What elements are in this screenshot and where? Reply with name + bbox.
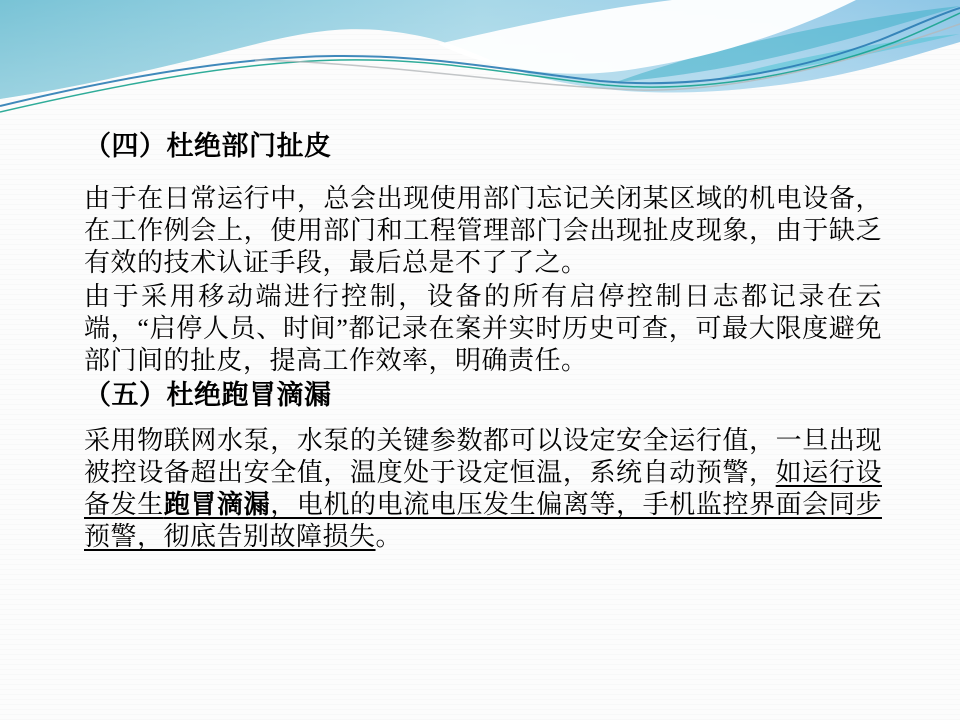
para3-segment-bold-keyword: 跑冒滴漏 — [163, 490, 271, 519]
section-heading-4: （四）杜绝部门扯皮 — [84, 131, 332, 161]
para3-segment-underline-start: 如运行设备发生 — [84, 458, 882, 519]
slide-body — [84, 0, 882, 553]
paragraph-mobile-control-log: 由于采用移动端进行控制，设备的所有启停控制日志都记录在云端，“启停人员、时间”都记录在案并实时历史可查，可最大限度避免部门间的扯皮，提高工作效率，明确责任。 — [84, 282, 882, 375]
para3-segment-underline-rest: ，电机的电流电压发生偏离等，手机监控界面会同步预警，彻底告别故障损失 — [84, 490, 882, 551]
paragraph-iot-pump — [84, 425, 882, 553]
para3-segment-period: 。 — [375, 522, 403, 551]
section-heading-5: （五）杜绝跑冒滴漏 — [84, 380, 332, 410]
para3-segment-regular: 采用物联网水泵，水泵的关键参数都可以设定安全运行值，一旦出现被控设备超出安全值，温度处于设定恒温，系统自动预警， — [84, 426, 882, 487]
paragraph-daily-operation: 由于在日常运行中，总会出现使用部门忘记关闭某区域的机电设备，在工作例会上，使用部门和工程管理部门会出现扯皮现象，由于缺乏有效的技术认证手段，最后总是不了了之。 — [84, 184, 882, 277]
